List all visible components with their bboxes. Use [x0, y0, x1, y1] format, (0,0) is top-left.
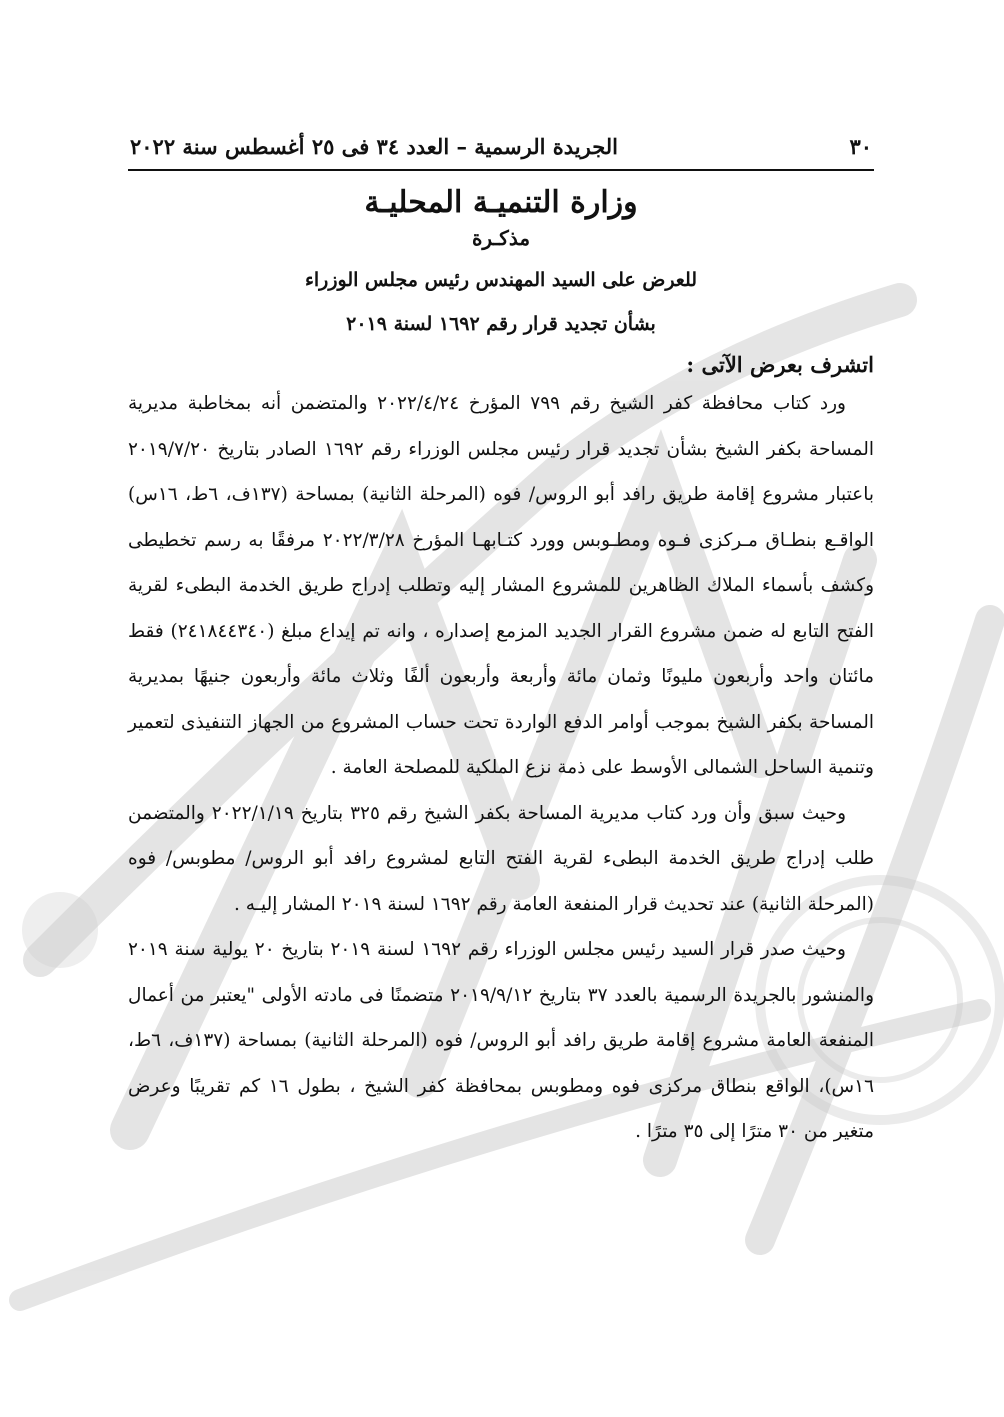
paragraph-1: ورد كتاب محافظة كفر الشيخ رقم ٧٩٩ المؤرخ ٢٠٢٢/٤/٢٤ والمتضمن أنه بمخاطبة مديرية المساحة بكفر الشيخ بشأن تجديد قرار رئيس مجلس الوزراء رقم ١٦٩٢ الصادر بتاريخ ٢٠١٩/٧/٢٠ باعتبار مشروع إقامة طريق رافد أبو الروس/ فوه (المرحلة الثانية) بمساحة (١٣٧ف، ٦ط، ١٦س) الواقـع بنطـاق مـركزى فـوه ومطـوبس وورد كتـابهـا المؤرخ ٢٠٢٢/٣/٢٨ مرفقًا به رسم تخطيطى وكشف بأسماء الملاك الظاهرين للمشروع المشار إليه وتطلب إدراج طريق الخدمة البطىء لقرية الفتح التابع له ضمن مشروع القرار الجديد المزمع إصداره ، وانه تم إيداع مبلغ (٢٤١٨٤٤٣٤٠) فقط مائتان واحد وأربعون مليونًا وثمان مائة وأربعة وأربعون ألفًا وثلاث مائة وأربعون جنيهًا بمديرية المساحة بكفر الشيخ بموجب أوامر الدفع الواردة تحت حساب المشروع من الجهاز التنفيذى لتعمير وتنمية الساحل الشمالى الأوسط على ذمة نزع الملكية للمصلحة العامة .: [128, 393, 874, 778]
ministry-title: وزارة التنميـة المحليـة: [364, 185, 638, 220]
header-rule: [128, 169, 874, 171]
paragraph-3: وحيث صدر قرار السيد رئيس مجلس الوزراء رقم ١٦٩٢ لسنة ٢٠١٩ بتاريخ ٢٠ يولية سنة ٢٠١٩ والمنشور بالجريدة الرسمية بالعدد ٣٧ بتاريخ ٢٠١٩/٩/١٢ متضمنًا فى مادته الأولى "يعتبر من أعمال المنفعة العامة مشروع إقامة طريق رافد أبو الروس/ فوه (المرحلة الثانية) بمساحة (١٣٧ف، ٦ط، ١٦س)، الواقع بنطاق مركزى فوه ومطوبس بمحافظة كفر الشيخ ، بطول ١٦ كم تقريبًا وعرض متغير من ٣٠ مترًا إلى ٣٥ مترًا .: [128, 939, 875, 1142]
intro-line: اتشرف بعرض الآتى :: [686, 352, 874, 377]
running-header: [128, 120, 874, 169]
gazette-line: الجريدة الرسمية – العدد ٣٤ فى ٢٥ أغسطس سنة ٢٠٢٢: [130, 134, 618, 159]
document-page: [128, 120, 874, 1155]
subject-line: بشأن تجديد قرار رقم ١٦٩٢ لسنة ٢٠١٩: [346, 313, 656, 335]
paragraph-2: وحيث سبق وأن ورد كتاب مديرية المساحة بكفر الشيخ رقم ٣٢٥ بتاريخ ٢٠٢٢/١/١٩ والمتضمن طلب إدراج طريق الخدمة البطىء لقرية الفتح التابع لمشروع رافد أبو الروس/ مطوبس/ فوه (المرحلة الثانية) عند تحديث قرار المنفعة العامة رقم ١٦٩٢ لسنة ٢٠١٩ المشار إليـه .: [128, 802, 874, 915]
addressee-line: للعرض على السيد المهندس رئيس مجلس الوزراء: [304, 269, 698, 291]
page-number: ٣٠: [849, 134, 872, 159]
memo-title: مذكـرة: [471, 226, 531, 250]
